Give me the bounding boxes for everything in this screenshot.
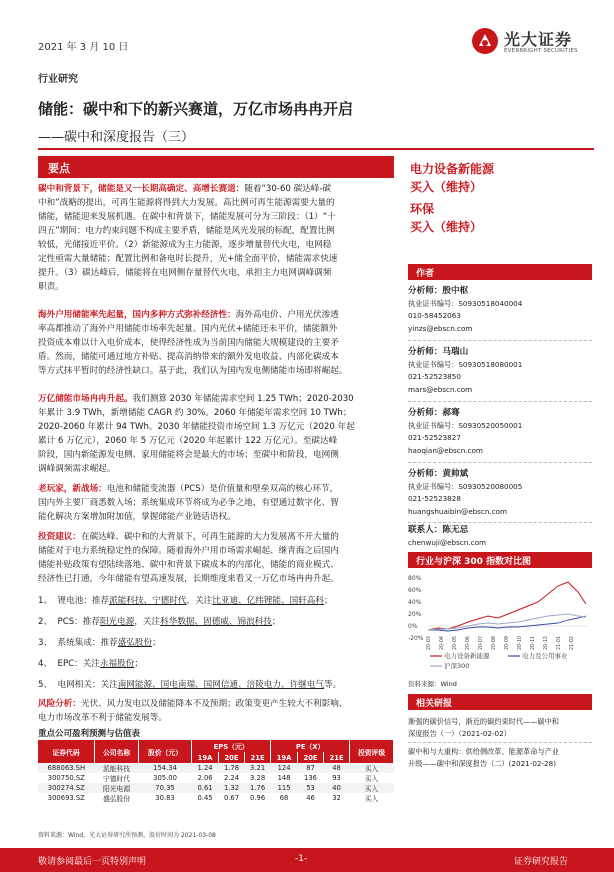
para-line: 累计 6 万亿元），2060 年 5 万亿元（2020 年起累计 122 万亿元）。至碳达峰 xyxy=(38,436,338,446)
para-line: 2020-2060 年累计 94 TWh。2030 年储能投资市场空间 1.3 万亿元（2020 年起 xyxy=(38,422,355,432)
para-text: 海外高电价、户用光伏渗透 xyxy=(235,310,339,320)
y-tick-label: 0% xyxy=(408,623,418,630)
col-header: 投资评级 xyxy=(350,740,394,763)
para-lead: 投资建议： xyxy=(38,532,81,542)
list-category: 锂电池：推荐 xyxy=(57,596,110,606)
list-item xyxy=(38,657,143,669)
summary-paragraph-4 xyxy=(38,482,392,524)
para-line: 等方式抹平暂时的经济性缺口。基于此，我们认为国内发电侧储能市场即将崛起。 xyxy=(38,366,348,376)
table-cell: 136 xyxy=(304,774,318,782)
x-tick-label: 20-07 xyxy=(479,636,484,650)
col-header: 19A xyxy=(192,752,219,763)
related-heading: 相关研报 xyxy=(408,694,592,710)
col-header: 股价（元） xyxy=(138,740,191,763)
table-cell: 买入 xyxy=(364,775,379,783)
page-subtitle: ——碳中和深度报告（三） xyxy=(38,130,195,145)
y-tick-label: 20% xyxy=(408,611,422,618)
legend-label: 电力及公用事业 xyxy=(522,652,568,660)
table-row xyxy=(38,763,394,773)
table-cell: 宁德时代 xyxy=(102,775,131,783)
para-lead: 风险分析： xyxy=(38,699,81,709)
x-tick-label: 20-11 xyxy=(531,636,536,650)
logo-mark-icon xyxy=(470,26,500,56)
analyst-email[interactable]: yinzs@ebscn.com xyxy=(408,323,473,333)
list-number: 3、 xyxy=(38,638,53,648)
related-report-link[interactable] xyxy=(408,716,592,739)
table-cell: 阳光电源 xyxy=(95,783,139,793)
x-tick-label: 21-01 xyxy=(557,636,562,650)
y-tick-label: -20% xyxy=(408,635,424,642)
table-cell: 148 xyxy=(277,774,291,782)
table-cell: 0.96 xyxy=(250,794,266,802)
contact-card xyxy=(408,524,592,549)
analyst-email[interactable]: mars@ebscn.com xyxy=(408,384,473,394)
industry-name: 环保 xyxy=(410,202,435,216)
table-cell: 93 xyxy=(332,774,341,782)
para-text: 光伏、风力发电以及储能降本不及预期；政策变更产生较大不利影响、 xyxy=(80,699,348,709)
para-line: 经济性已打通，今年储能有望高速发展，长期维度来看又一万亿市场冉冉升起。 xyxy=(38,574,339,584)
analyst-phone: 021-52523850 xyxy=(408,372,461,381)
table-cell: 87 xyxy=(298,763,324,773)
recommended-stocks: 南网能源、国电南瑞、国网信通、涪陵电力、许继电气 xyxy=(117,680,324,690)
para-line: 中和”战略的提出，可再生能源将得到大力发展。高比例可再生能源需要大量的 xyxy=(38,198,335,208)
related-report-line: 升级——碳中和深度报告（二）(2021-02-28) xyxy=(408,758,557,768)
para-lead: 万亿储能市场冉冉升起。 xyxy=(38,394,133,404)
related-report-line: 碳中和与大重构：供给侧改革、能源革命与产业 xyxy=(408,747,559,756)
y-tick-label: 40% xyxy=(408,599,422,606)
table-cell: 2.06 xyxy=(197,774,213,782)
analyst-name: 分析师：殷中枢 xyxy=(408,286,469,296)
rating-block xyxy=(410,160,590,236)
table-cell: 300274.SZ xyxy=(38,783,95,793)
para-text: 我们测算 2030 年储能需求空间 1.25 TWh；2020-2030 xyxy=(132,394,354,404)
analyst-name: 分析师：黄帅斌 xyxy=(408,469,469,479)
table-cell: 1.78 xyxy=(218,763,244,773)
para-line: 储能对于电力系统稳定性的保障。随着海外户用市场需求崛起、继青海之后国内 xyxy=(38,546,339,556)
table-cell: 124 xyxy=(271,763,298,773)
list-item xyxy=(38,615,280,627)
para-line: 电力市场改革不利于储能发展等。 xyxy=(38,713,167,723)
industry-rating: 买入（维持） xyxy=(410,180,483,194)
list-number: 5、 xyxy=(38,680,53,690)
forecast-table xyxy=(38,740,394,803)
analyst-card xyxy=(408,468,592,518)
table-header-row xyxy=(38,740,394,752)
para-text: 在碳达峰、碳中和的大背景下，可再生能源的大力发展离不开大量的 xyxy=(80,532,339,542)
divider xyxy=(408,340,592,341)
list-number: 2、 xyxy=(38,617,53,627)
recommended-stocks: 永福股份 xyxy=(99,659,135,669)
table-title: 重点公司盈利预测与估值表 xyxy=(38,729,141,739)
table-cell: 3.28 xyxy=(250,774,266,782)
related-report-line: 深度报告（一）（2021-02-02） xyxy=(408,728,511,738)
list-connector: ，关注 xyxy=(134,617,161,627)
list-category: PCS：推荐 xyxy=(57,617,100,627)
col-header: 20E xyxy=(298,752,324,763)
list-connector: ，关注 xyxy=(186,596,213,606)
para-line: 率高都推动了海外户用储能市场率先起量。国内光伏+储能还未平价，储能额外 xyxy=(38,324,338,334)
para-line: 盾。然而，储能可通过地方补贴、提高消纳带来的额外发电收益、内部化碳成本 xyxy=(38,352,339,362)
para-lead: 老玩家，新战场： xyxy=(38,484,107,494)
list-end: ； xyxy=(152,638,161,648)
table-cell: 300693.SZ xyxy=(47,794,85,802)
page-title: 储能：碳中和下的新兴赛道，万亿市场冉冉开启 xyxy=(38,100,354,118)
list-item xyxy=(38,636,161,648)
col-header: 21E xyxy=(324,752,350,763)
col-header: 公司名称 xyxy=(95,740,139,763)
analyst-email[interactable]: haoqian@ebscn.com xyxy=(408,445,483,455)
summary-paragraph-3 xyxy=(38,392,392,476)
table-cell: 1.32 xyxy=(218,783,244,793)
brand-logo xyxy=(470,26,590,66)
analyst-card xyxy=(408,346,592,396)
related-report-link[interactable] xyxy=(408,746,592,769)
table-cell: 46 xyxy=(306,794,315,802)
table-cell: 买入 xyxy=(350,783,394,793)
para-line: 储能补贴政策有望陆续落地、碳中和背景下碳成本的内部化，储能的商业模式、 xyxy=(38,560,339,570)
x-tick-label: 21-02 xyxy=(570,636,575,650)
logo-text: 光大证券 xyxy=(504,30,573,49)
watch-stocks: 科华数据、固德威、锦浪科技 xyxy=(160,617,272,627)
x-tick-label: 20-08 xyxy=(492,636,497,650)
table-cell: 2.24 xyxy=(223,774,240,782)
y-tick-label: 60% xyxy=(408,587,422,594)
list-end: 等。 xyxy=(323,680,342,690)
table-cell: 0.61 xyxy=(192,783,219,793)
index-comparison-chart xyxy=(408,572,592,676)
analyst-phone: 021-52523827 xyxy=(408,433,461,442)
col-header: 21E xyxy=(245,752,271,763)
analyst-phone: 021-52523828 xyxy=(408,494,461,503)
analyst-card xyxy=(408,407,592,457)
table-cell: 68 xyxy=(279,794,289,802)
risk-analysis-text xyxy=(38,697,392,725)
report-type: 行业研究 xyxy=(38,74,78,85)
analyst-phone: 010-58452063 xyxy=(408,311,461,320)
analyst-card xyxy=(408,285,592,335)
table-cell: 买入 xyxy=(350,763,394,773)
para-line: 国内外主要厂商悉数入场；系统集成环节将成为必争之地，有望通过数字化、智 xyxy=(38,498,339,508)
summary-paragraph-1 xyxy=(38,182,392,294)
x-tick-label: 20-09 xyxy=(505,636,510,650)
para-line: 投资成本难以计入电价成本，使得经济性成为当前国内储能大规模建设的主要矛 xyxy=(38,338,339,348)
col-header: EPS（元） xyxy=(192,740,271,752)
table-cell: 48 xyxy=(324,763,350,773)
x-tick-label: 20-04 xyxy=(440,636,445,650)
table-cell: 115 xyxy=(271,783,298,793)
col-header: PE（X） xyxy=(271,740,350,752)
table-cell: 0.67 xyxy=(223,794,240,802)
para-line: 调峰调频需求崛起。 xyxy=(38,464,116,474)
title-divider xyxy=(38,148,594,150)
footer-label: 证券研究报告 xyxy=(514,857,569,867)
list-number: 1、 xyxy=(38,596,53,606)
para-line: 定性亟需大量储能；配置比例和备电时长提升，光+储全面平价，储能需求快速 xyxy=(38,254,338,264)
table-cell: 1.76 xyxy=(245,783,271,793)
table-cell: 0.45 xyxy=(197,794,213,802)
divider xyxy=(408,462,592,463)
table-cell: 32 xyxy=(332,794,341,802)
divider xyxy=(408,742,592,743)
para-line: 较低，光储接近平价。（2）新能源成为主力能源，逐步增量替代火电，电网稳 xyxy=(38,240,332,250)
table-row xyxy=(38,783,394,793)
list-item xyxy=(38,594,333,606)
list-number: 4、 xyxy=(38,659,53,669)
para-line: 四五”期间：电力约束问题不构成主要矛盾，储能是风光发展的标配，配置比例 xyxy=(38,226,335,236)
list-end: ； xyxy=(134,659,143,669)
table-cell: 300750.SZ xyxy=(47,774,85,782)
list-item xyxy=(38,678,341,690)
table-cell: 派能科技 xyxy=(95,763,139,773)
table-cell: 305.00 xyxy=(153,774,177,782)
divider xyxy=(408,522,592,523)
divider xyxy=(408,401,592,402)
contact-name: 联系人：陈无忌 xyxy=(408,525,469,535)
legend-label: 电力设备新能源 xyxy=(444,652,490,660)
list-end: ； xyxy=(271,617,281,627)
table-cell: 3.21 xyxy=(245,763,271,773)
table-cell: 688063.SH xyxy=(38,763,95,773)
list-category: 系统集成：推荐 xyxy=(57,638,118,648)
recommended-stocks: 派能科技、宁德时代 xyxy=(109,596,187,606)
analyst-cert: 执业证书编号：S0930520080005 xyxy=(408,481,523,491)
para-line: 提升。（3）碳达峰后，储能将在电网侧存量替代火电，承担主力电网调峰调频 xyxy=(38,268,332,278)
para-lead: 海外户用储能率先起量，国内多种方式弥补经济性： xyxy=(38,310,236,320)
chart-heading: 行业与沪深 300 指数对比图 xyxy=(408,552,592,568)
table-cell: 70.35 xyxy=(138,783,191,793)
table-cell: 40 xyxy=(324,783,350,793)
analyst-email[interactable]: huangshuaibin@ebscn.com xyxy=(408,506,508,516)
table-row xyxy=(38,793,394,803)
table-source: 资料来源：Wind，光大证券研究所预测，股价时间为 2021-03-08 xyxy=(38,832,216,839)
para-line: 能化解决方案增加附加值，掌握储能产业链话语权。 xyxy=(38,512,236,522)
recommended-stocks: 盛弘股份 xyxy=(117,638,153,648)
x-tick-label: 20-05 xyxy=(453,636,458,650)
report-date: 2021 年 3 月 10 日 xyxy=(38,42,129,53)
chart-source: 资料来源：Wind xyxy=(408,680,457,688)
x-tick-label: 20-10 xyxy=(518,636,523,650)
analyst-cert: 执业证书编号：S0930518040004 xyxy=(408,298,523,308)
list-end: ； xyxy=(324,596,333,606)
table-cell: 买入 xyxy=(364,795,379,803)
para-text: 电池和储能变流器（PCS）是价值量和壁垒双高的核心环节， xyxy=(106,484,339,494)
list-category: 电网相关：关注 xyxy=(57,680,118,690)
watch-stocks: 比亚迪、亿纬锂能、国轩高科 xyxy=(212,596,324,606)
table-cell: 30.83 xyxy=(155,794,175,802)
footer-disclaimer-link[interactable]: 敬请参阅最后一页特别声明 xyxy=(38,857,147,867)
para-line: 储能，储能迎来发展机遇。在碳中和背景下，储能发展可分为三阶段：（1）“十 xyxy=(38,212,336,222)
summary-paragraph-2 xyxy=(38,308,392,378)
col-header: 20E xyxy=(218,752,244,763)
para-text: 随着“30-60 碳达峰-碳 xyxy=(244,184,332,194)
table-row xyxy=(38,773,394,783)
industry-name: 电力设备新能源 xyxy=(410,162,495,176)
summary-heading: 要点 xyxy=(38,156,394,178)
analyst-cert: 执业证书编号：S0930518080001 xyxy=(408,359,523,369)
col-header: 证券代码 xyxy=(38,740,95,763)
analyst-name: 分析师：郝骞 xyxy=(408,408,460,418)
para-line: 阶段，国内新能源发电侧、家用储能将会是最大的市场；至碳中和阶段，电网侧 xyxy=(38,450,339,460)
list-category: EPC：关注 xyxy=(57,659,100,669)
para-line: 年累计 3.9 TWh，新增储能 CAGR 约 30%。2060 年储能年需求空间 10 TWh； xyxy=(38,408,352,418)
table-cell: 154.34 xyxy=(138,763,191,773)
para-line: 职责。 xyxy=(38,282,64,292)
x-tick-label: 20-12 xyxy=(544,636,549,650)
summary-paragraph-5 xyxy=(38,530,392,586)
page-number: -1- xyxy=(295,854,308,864)
y-tick-label: 80% xyxy=(408,575,422,582)
table-cell: 53 xyxy=(298,783,324,793)
para-lead: 碳中和背景下，储能是又一长期高确定、高增长赛道： xyxy=(38,184,245,194)
x-tick-label: 20-06 xyxy=(466,636,471,650)
recommended-stocks: 阳光电源 xyxy=(99,617,135,627)
analyst-name: 分析师：马瑞山 xyxy=(408,347,469,357)
contact-email[interactable]: chenwuji@ebscn.com xyxy=(408,537,486,547)
table-cell: 1.24 xyxy=(192,763,219,773)
x-tick-label: 20-03 xyxy=(427,636,432,650)
legend-label: 沪深300 xyxy=(444,662,470,670)
table-cell: 盛弘股份 xyxy=(102,795,131,803)
industry-rating: 买入（维持） xyxy=(410,220,483,234)
analyst-cert: 执业证书编号：S0930520050001 xyxy=(408,420,523,430)
related-report-line: 渐强的碳价信号，渐近的碳约束时代——碳中和 xyxy=(408,717,559,726)
col-header: 19A xyxy=(271,752,298,763)
authors-heading: 作者 xyxy=(408,264,592,280)
logo-subtext: EVERBRIGHT SECURITIES xyxy=(504,48,578,54)
